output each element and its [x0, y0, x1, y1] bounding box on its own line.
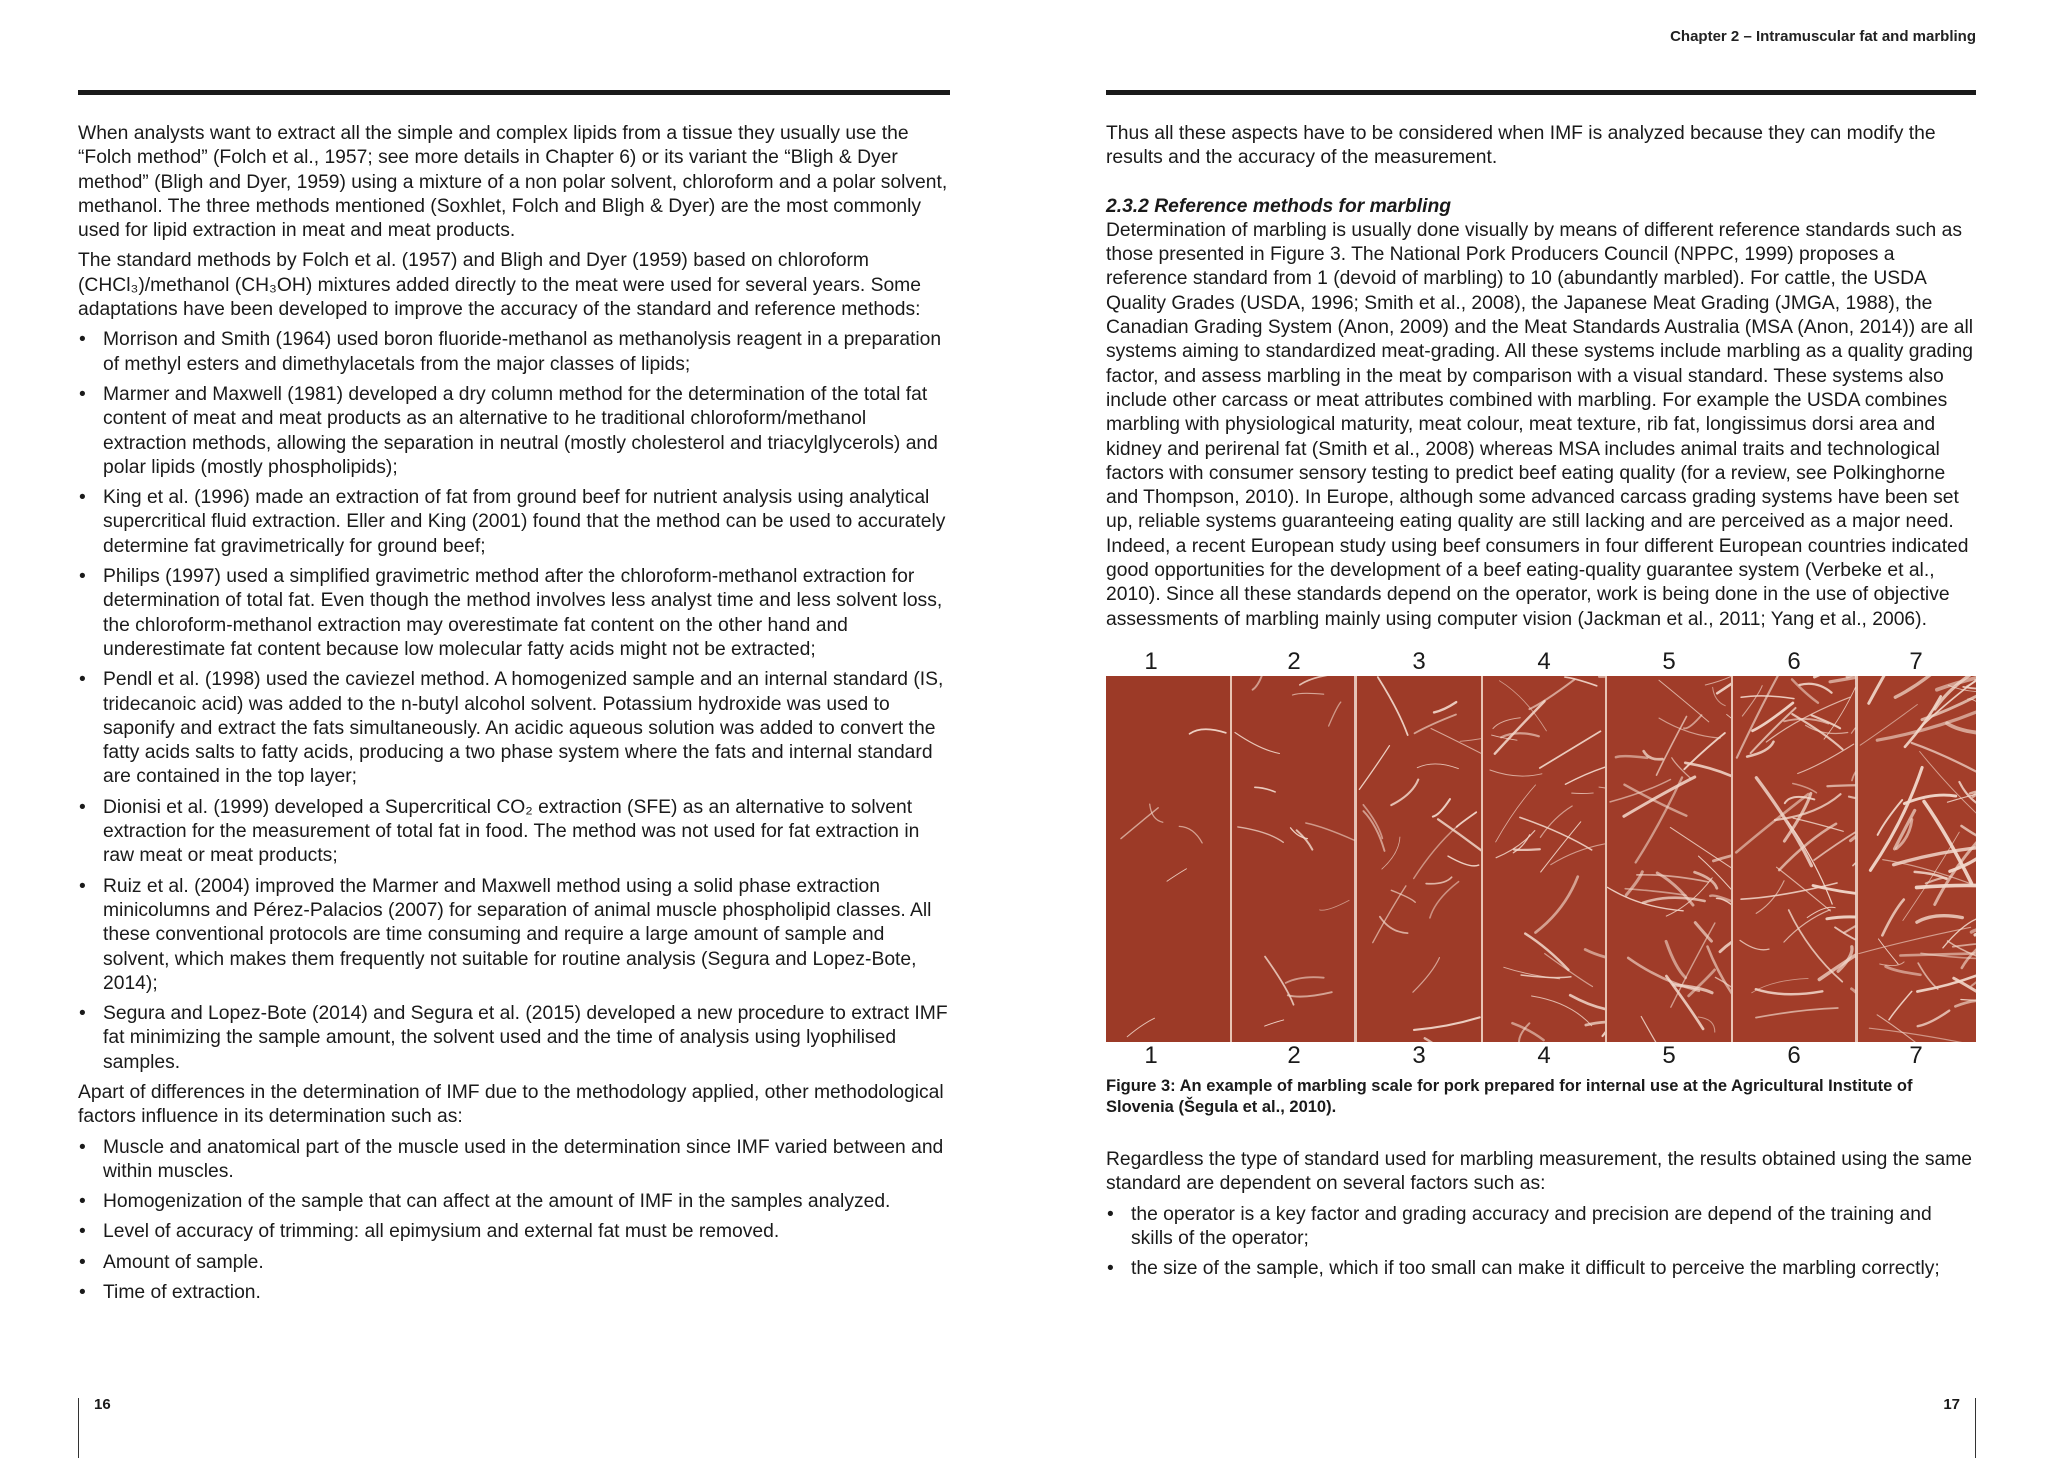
scale-label: 4	[1537, 647, 1551, 675]
methods-list	[78, 328, 950, 1075]
paragraph: The standard methods by Folch et al. (1957) and Bligh and Dyer (1959) based on chloroform (CHCl₃)/methanol (CH₃OH) mixtures added directly to the meat were used for several years. Some adaptations have been developed to improve the accuracy of the standard and reference methods:	[78, 250, 921, 321]
scale-label: 6	[1787, 647, 1801, 675]
list-item: • Level of accuracy of trimming: all epimysium and external fat must be removed.	[78, 1220, 950, 1244]
list-item: • Dionisi et al. (1999) developed a Supercritical CO₂ extraction (SFE) as an alternative to solvent extraction for the measurement of total fat in food. The method was not used for fat extraction in raw meat or meat products;	[78, 796, 950, 869]
scale-label: 3	[1412, 1041, 1426, 1069]
list-item: • Philips (1997) used a simplified gravimetric method after the chloroform-methanol extraction for determination of total fat. Even though the method involves less analyst time and less solvent loss, the chloroform-methanol extraction may overestimate fat content on the other hand and underestimate fat content because low molecular fatty acids might not be extracted;	[78, 565, 950, 662]
marbling-sample-1	[1106, 676, 1230, 1042]
page-number: 16	[94, 1396, 111, 1413]
list-item: • Morrison and Smith (1964) used boron fluoride-methanol as methanolysis reagent in a preparation of methyl esters and dimethylacetals from the major classes of lipids;	[78, 328, 950, 377]
scale-label: 6	[1787, 1041, 1801, 1069]
marbling-sample-5	[1605, 676, 1731, 1042]
scale-label: 5	[1662, 647, 1676, 675]
scale-label: 7	[1909, 647, 1923, 675]
scale-label: 1	[1144, 647, 1158, 675]
paragraph: Regardless the type of standard used for marbling measurement, the results obtained using the same standard are dependent on several factors such as:	[1106, 1148, 1972, 1195]
scale-label: 3	[1412, 647, 1426, 675]
scale-label: 7	[1909, 1041, 1923, 1069]
list-item: • Muscle and anatomical part of the muscle used in the determination since IMF varied between and within muscles.	[78, 1136, 950, 1185]
footer-divider	[78, 1398, 79, 1458]
figure-caption: Figure 3: An example of marbling scale for pork prepared for internal use at the Agricultural Institute of Slovenia (Šegula et al., 2010).	[1106, 1076, 1913, 1116]
right-page	[1106, 0, 1976, 1458]
scale-labels-bottom	[1106, 1042, 1976, 1070]
scale-labels-top	[1106, 648, 1976, 676]
factors-list	[78, 1136, 950, 1306]
factors-list	[1106, 1203, 1976, 1282]
scale-label: 2	[1287, 647, 1301, 675]
section-heading: 2.3.2 Reference methods for marbling	[1106, 195, 1452, 217]
list-item: • Time of extraction.	[78, 1281, 950, 1305]
marbling-sample-2	[1230, 676, 1354, 1042]
top-rule	[1106, 90, 1976, 95]
scale-label: 4	[1537, 1041, 1551, 1069]
scale-label: 2	[1287, 1041, 1301, 1069]
paragraph: When analysts want to extract all the simple and complex lipids from a tissue they usually use the “Folch method” (Folch et al., 1957; see more details in Chapter 6) or its variant the “Bligh & Dyer method” (Bligh and Dyer, 1959) using a mixture of a non polar solvent, chloroform and a polar solvent, methanol. The three methods mentioned (Soxhlet, Folch and Bligh & Dyer) are the most commonly used for lipid extraction in meat and meat products.	[78, 123, 948, 242]
page-number: 17	[1943, 1396, 1960, 1413]
scale-label: 5	[1662, 1041, 1676, 1069]
top-rule	[78, 90, 950, 95]
marbling-sample-7	[1856, 676, 1976, 1042]
list-item: • Marmer and Maxwell (1981) developed a dry column method for the determination of the total fat content of meat and meat products as an alternative to he traditional chloroform/methanol extraction methods, allowing the separation in neutral (mostly cholesterol and triacylglycerols) and polar lipids (mostly phospholipids);	[78, 383, 950, 480]
marbling-photo-strip	[1106, 676, 1976, 1042]
list-item: • Homogenization of the sample that can affect at the amount of IMF in the samples analyzed.	[78, 1190, 950, 1214]
list-item: • Amount of sample.	[78, 1251, 950, 1275]
marbling-sample-3	[1355, 676, 1481, 1042]
footer-divider	[1975, 1398, 1976, 1458]
list-item: • the size of the sample, which if too small can make it difficult to perceive the marbling correctly;	[1106, 1257, 1976, 1281]
list-item: • Pendl et al. (1998) used the caviezel method. A homogenized sample and an internal standard (IS, tridecanoic acid) was added to the n-butyl alcohol solvent. Potassium hydroxide was used to saponify and extract the fats simultaneously. An acidic aqueous solution was added to convert the fatty acids salts to fatty acids, producing a two phase system where the fats and internal standard are contained in the top layer;	[78, 668, 950, 789]
marbling-sample-4	[1481, 676, 1605, 1042]
paragraph: Thus all these aspects have to be considered when IMF is analyzed because they can modify the results and the accuracy of the measurement.	[1106, 123, 1936, 169]
list-item: • the operator is a key factor and grading accuracy and precision are depend of the training and skills of the operator;	[1106, 1203, 1976, 1252]
left-column	[78, 122, 950, 1311]
right-column	[1106, 122, 1976, 1287]
list-item: • King et al. (1996) made an extraction of fat from ground beef for nutrient analysis using analytical supercritical fluid extraction. Eller and King (2001) found that the method can be used to accurately determine fat gravimetrically for ground beef;	[78, 486, 950, 559]
paragraph: Apart of differences in the determination of IMF due to the methodology applied, other methodological factors influence in its determination such as:	[78, 1081, 944, 1128]
running-header: Chapter 2 – Intramuscular fat and marbling	[1670, 28, 1976, 45]
scale-label: 1	[1144, 1041, 1158, 1069]
left-page	[78, 0, 950, 1458]
list-item: • Segura and Lopez-Bote (2014) and Segura et al. (2015) developed a new procedure to extract IMF fat minimizing the sample amount, the solvent used and the time of analysis using lyophilised samples.	[78, 1002, 950, 1075]
marbling-scale-figure	[1106, 648, 1976, 1070]
marbling-sample-6	[1731, 676, 1855, 1042]
paragraph: Determination of marbling is usually done visually by means of different reference standards such as those presented in Figure 3. The National Pork Producers Council (NPPC, 1999) proposes a reference standard from 1 (devoid of marbling) to 10 (abundantly marbled). For cattle, the USDA Quality Grades (USDA, 1996; Smith et al., 2008), the Japanese Meat Grading (JMGA, 1988), the Canadian Grading System (Anon, 2009) and the Meat Standards Australia (MSA (Anon, 2014)) are all systems aiming to standardized meat-grading. All these systems include marbling as a quality grading factor, and assess marbling in the meat by comparison with a visual standard. These systems also include other carcass or meat attributes combined with marbling. For example the USDA combines marbling with physiological maturity, meat colour, meat texture, rib fat, longissimus dorsi area and kidney and perirenal fat (Smith et al., 2008) whereas MSA includes animal traits and technological factors with consumer sensory testing to predict beef eating quality (for a review, see Polkinghorne and Thompson, 2010). In Europe, although some advanced carcass grading systems have been set up, reliable systems guaranteeing eating quality are still lacking and are perceived as a major need. Indeed, a recent European study using beef consumers in four different European countries indicated good opportunities for the development of a beef eating-quality guarantee system (Verbeke et al., 2010). Since all these standards depend on the operator, work is being done in the use of objective assessments of marbling mainly using computer vision (Jackman et al., 2011; Yang et al., 2006).	[1106, 219, 1974, 630]
list-item: • Ruiz et al. (2004) improved the Marmer and Maxwell method using a solid phase extraction minicolumns and Pérez-Palacios (2007) for separation of animal muscle phospholipid classes. All these conventional protocols are time consuming and require a large amount of sample and solvent, which makes them frequently not suitable for routine analysis (Segura and Lopez-Bote, 2014);	[78, 875, 950, 996]
